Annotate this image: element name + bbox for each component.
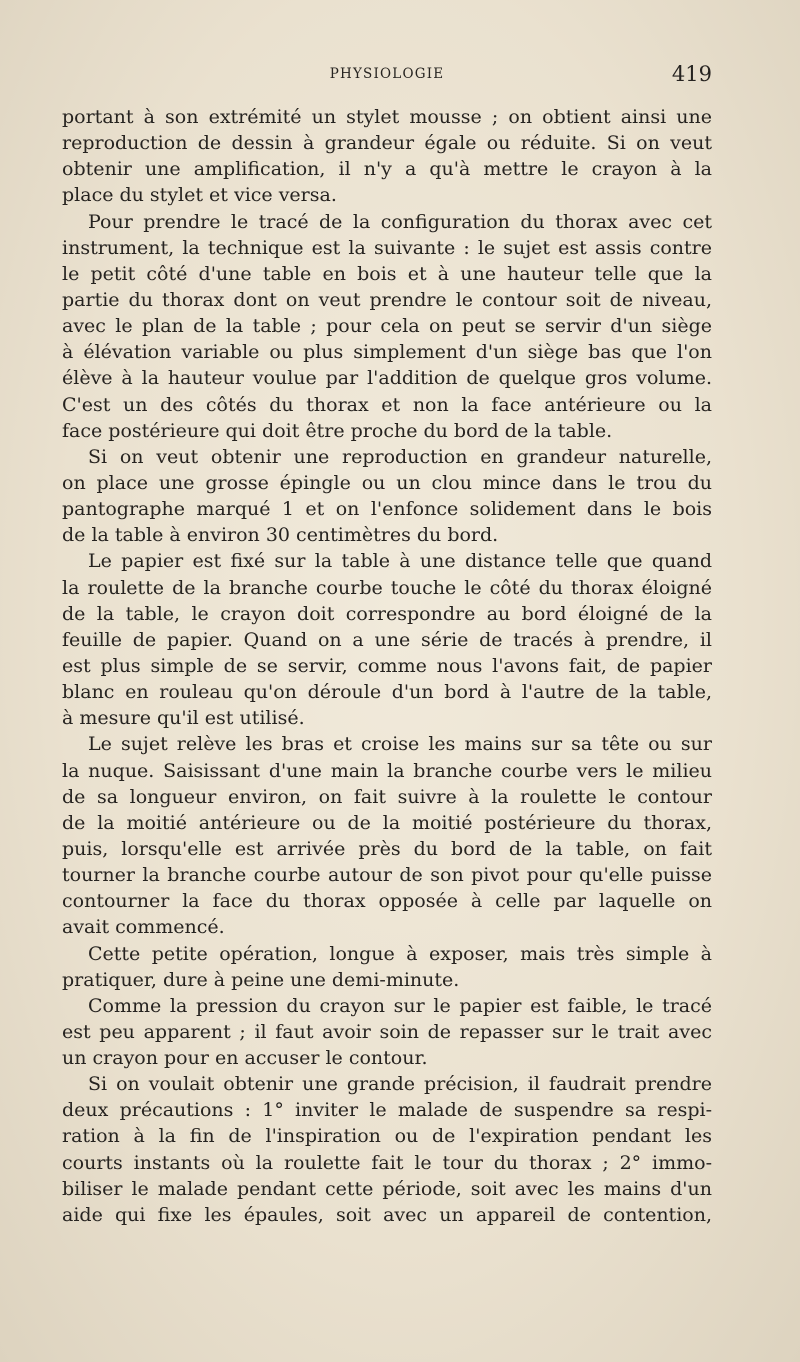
- text-line: est peu apparent ; il faut avoir soin de repasser sur le trait avec: [62, 1020, 712, 1043]
- text-line: puis, lorsqu'elle est arrivée près du bord de la table, on fait: [62, 837, 712, 860]
- text-line: on place une grosse épingle ou un clou mince dans le trou du: [62, 471, 712, 494]
- text-line: de la table à environ 30 centimètres du bord.: [62, 524, 499, 547]
- text-line: Cette petite opération, longue à exposer, mais très simple à: [88, 942, 712, 965]
- text-line: Comme la pression du crayon sur le papier est faible, le tracé: [88, 994, 712, 1017]
- page-number: 419: [671, 62, 712, 86]
- body-text: [62, 104, 712, 1228]
- text-line: la nuque. Saisissant d'une main la branche courbe vers le milieu: [62, 759, 712, 782]
- text-line: reproduction de dessin à grandeur égale ou réduite. Si on veut: [62, 132, 712, 155]
- text-line: Le papier est fixé sur la table à une distance telle que quand: [88, 550, 712, 573]
- text-line: élève à la hauteur voulue par l'addition de quelque gros volume.: [62, 367, 712, 390]
- text-line: C'est un des côtés du thorax et non la face antérieure ou la: [62, 393, 712, 416]
- text-line: biliser le malade pendant cette période, soit avec les mains d'un: [62, 1177, 712, 1200]
- text-line: le petit côté d'une table en bois et à une hauteur telle que la: [62, 262, 712, 285]
- text-line: obtenir une amplification, il n'y a qu'à mettre le crayon à la: [62, 158, 712, 181]
- text-line: est plus simple de se servir, comme nous l'avons fait, de papier: [62, 654, 712, 677]
- text-line: aide qui fixe les épaules, soit avec un appareil de contention,: [62, 1203, 712, 1226]
- text-line: face postérieure qui doit être proche du bord de la table.: [62, 419, 613, 442]
- text-line: de sa longueur environ, on fait suivre à la roulette le contour: [62, 785, 712, 808]
- text-line: courts instants où la roulette fait le tour du thorax ; 2° immo-: [62, 1151, 712, 1174]
- text-line: Le sujet relève les bras et croise les mains sur sa tête ou sur: [88, 733, 712, 756]
- text-line: la roulette de la branche courbe touche le côté du thorax éloigné: [62, 576, 712, 599]
- text-line: Pour prendre le tracé de la configuration du thorax avec cet: [88, 210, 712, 233]
- text-line: ration à la fin de l'inspiration ou de l'expiration pendant les: [62, 1125, 712, 1148]
- text-line: place du stylet et vice versa.: [62, 184, 337, 207]
- running-title: PHYSIOLOGIE: [329, 66, 445, 82]
- text-line: avait commencé.: [62, 916, 225, 939]
- text-line: instrument, la technique est la suivante : le sujet est assis contre: [62, 236, 712, 259]
- page-header: [62, 62, 712, 90]
- text-line: pratiquer, dure à peine une demi-minute.: [62, 968, 460, 991]
- text-line: un crayon pour en accuser le contour.: [62, 1047, 428, 1070]
- text-line: contourner la face du thorax opposée à celle par laquelle on: [62, 890, 712, 913]
- text-line: blanc en rouleau qu'on déroule d'un bord à l'autre de la table,: [62, 681, 712, 704]
- text-line: de la table, le crayon doit correspondre au bord éloigné de la: [62, 602, 712, 625]
- text-line: feuille de papier. Quand on a une série de tracés à prendre, il: [62, 628, 712, 651]
- text-line: partie du thorax dont on veut prendre le contour soit de niveau,: [62, 288, 712, 311]
- text-line: deux précautions : 1° inviter le malade de suspendre sa respi-: [62, 1099, 712, 1122]
- text-line: portant à son extrémité un stylet mousse ; on obtient ainsi une: [62, 106, 712, 128]
- text-line: Si on voulait obtenir une grande précision, il faudrait prendre: [88, 1073, 712, 1096]
- text-line: tourner la branche courbe autour de son pivot pour qu'elle puisse: [62, 864, 712, 887]
- text-line: à mesure qu'il est utilisé.: [62, 707, 305, 730]
- text-line: Si on veut obtenir une reproduction en grandeur naturelle,: [88, 445, 712, 468]
- text-line: pantographe marqué 1 et on l'enfonce solidement dans le bois: [62, 498, 712, 521]
- text-line: avec le plan de la table ; pour cela on peut se servir d'un siège: [62, 315, 712, 338]
- text-line: à élévation variable ou plus simplement d'un siège bas que l'on: [62, 341, 712, 364]
- text-line: de la moitié antérieure ou de la moitié postérieure du thorax,: [62, 811, 712, 834]
